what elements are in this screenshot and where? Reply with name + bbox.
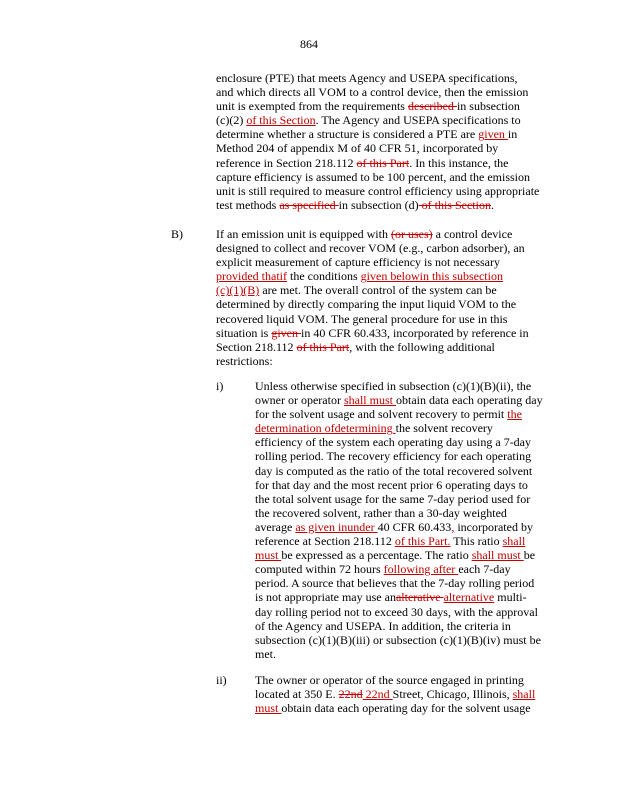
text-line <box>216 184 546 198</box>
text-line <box>255 407 545 421</box>
text-run: average <box>255 519 296 534</box>
text-run: the recovered solvent, rather than a 30-day weighted <box>255 505 507 520</box>
inserted-text: must <box>255 701 282 716</box>
text-line <box>255 506 545 520</box>
inserted-text: provided thatif <box>216 269 287 284</box>
text-run: Section 218.112 <box>216 339 297 354</box>
text-run: in 40 CFR 60.433, incorporated by reference in <box>301 325 529 340</box>
inserted-text: given belowin this subsection <box>360 269 503 284</box>
text-line <box>216 156 546 170</box>
text-line <box>255 421 545 435</box>
text-run: reference in Section 218.112 <box>216 155 357 170</box>
text-line <box>216 269 551 283</box>
text-run: situation is <box>216 325 272 340</box>
text-run: be expressed as a percentage. The ratio <box>281 548 472 563</box>
text-line <box>216 113 546 127</box>
text-run: a control device <box>432 227 513 241</box>
text-line <box>216 241 551 255</box>
text-run: determine whether a structure is considered a PTE are <box>216 127 479 142</box>
inserted-text: of this Part. <box>394 534 451 549</box>
text-line <box>255 393 545 407</box>
deleted-text: of this Part <box>296 339 350 354</box>
text-run: unit is exempted from the requirements <box>216 99 408 114</box>
paragraph-item-ii <box>255 673 545 715</box>
text-line <box>216 340 551 354</box>
text-run: for that day and the most recent prior 6 operating days to <box>255 477 528 492</box>
text-line <box>255 562 545 576</box>
text-line <box>255 478 545 492</box>
text-run: rolling period. The recovery efficiency for each operating <box>255 449 532 464</box>
paragraph-item-i <box>255 379 545 661</box>
inserted-text: (c)(1)(B) <box>216 283 260 298</box>
inserted-text: shall <box>512 687 536 702</box>
text-run: met. <box>255 646 276 661</box>
deleted-text: of this Section <box>418 197 491 212</box>
text-line <box>216 312 551 326</box>
text-run: is not appropriate may use an <box>255 590 396 605</box>
text-run: each 7-day <box>458 562 511 577</box>
text-line <box>216 71 546 85</box>
text-line <box>216 170 546 184</box>
text-line <box>216 99 546 113</box>
text-run: (c)(2) <box>216 113 247 128</box>
inserted-text: shall <box>502 534 526 549</box>
text-run: of the Agency and USEPA. In addition, the criteria in <box>255 618 511 633</box>
inserted-text: determination ofdetermining <box>255 421 396 436</box>
text-run: day is computed as the ratio of the total recovered solvent <box>255 463 533 478</box>
page-number: 864 <box>300 37 318 51</box>
item-label-ii: ii) <box>216 673 227 687</box>
text-run: be <box>523 548 536 563</box>
deleted-text: given <box>271 325 302 340</box>
text-line <box>255 619 545 633</box>
text-run: capture efficiency is assumed to be 100 percent, and the emission <box>216 169 531 184</box>
deleted-text: of this Part <box>356 155 410 170</box>
text-run: Unless otherwise specified in subsection (c)(1)(B)(ii), the <box>255 379 532 393</box>
text-run: in subsection (d) <box>338 197 419 212</box>
text-line <box>255 520 545 534</box>
text-line <box>216 255 551 269</box>
text-line <box>255 633 545 647</box>
text-line <box>216 85 546 99</box>
text-line <box>216 283 551 297</box>
text-run: obtain data each operating day for the solvent usage <box>281 701 531 716</box>
inserted-text: 22nd <box>362 687 393 702</box>
text-line <box>255 379 545 393</box>
text-line <box>255 605 545 619</box>
inserted-text: , <box>451 519 455 534</box>
text-run: . The Agency and USEPA specifications to <box>315 113 521 128</box>
text-line <box>255 701 545 715</box>
item-label-i: i) <box>216 379 224 393</box>
text-line <box>216 354 551 368</box>
text-run: This ratio <box>450 534 503 549</box>
text-run: . In this instance, the <box>409 155 509 170</box>
text-run: located at 350 E. <box>255 687 339 702</box>
text-run: Street, Chicago, Illinois, <box>392 687 513 702</box>
text-line <box>216 198 546 212</box>
text-run: . <box>490 197 494 212</box>
text-run: subsection (c)(1)(B)(iii) or subsection (c)(1)(B)(iv) must be <box>255 632 541 647</box>
text-run: the solvent recovery <box>395 421 493 436</box>
text-line <box>255 548 545 562</box>
deleted-text: (or uses) <box>390 227 433 241</box>
inserted-text: as given inunder <box>295 519 378 534</box>
text-run: enclosure (PTE) that meets Agency and USEPA specifications, <box>216 71 518 85</box>
text-run: determined by directly comparing the input liquid VOM to the <box>216 297 517 312</box>
text-run: obtain data each operating day <box>395 393 543 408</box>
inserted-text: of this Section <box>246 113 316 128</box>
text-line <box>255 534 545 548</box>
text-run: the conditions <box>286 269 361 284</box>
text-run: incorporated by <box>454 519 533 534</box>
text-run: test methods <box>216 197 280 212</box>
text-run: in subsection <box>456 99 520 114</box>
inserted-text: must <box>255 548 282 563</box>
text-run: day rolling period not to exceed 30 days, with the approval <box>255 604 538 619</box>
text-run: owner or operator <box>255 393 344 408</box>
text-run: unit is still required to measure control efficiency using appropriate <box>216 183 540 198</box>
deleted-text: as specified <box>279 197 339 212</box>
text-run: in <box>507 127 518 142</box>
text-run: efficiency of the system each operating day using a 7-day <box>255 435 532 450</box>
text-line <box>255 647 545 661</box>
text-line <box>216 127 546 141</box>
text-run: and which directs all VOM to a control device, then the emission <box>216 85 529 100</box>
text-line <box>255 449 545 463</box>
inserted-text: following after <box>383 562 459 577</box>
text-run: , with the following additional <box>349 339 495 354</box>
text-line <box>216 326 551 340</box>
inserted-text: shall must <box>471 548 524 563</box>
paragraph-item-b <box>216 227 551 368</box>
text-line <box>255 464 545 478</box>
text-run: Method 204 of appendix M of 40 CFR 51, incorporated by <box>216 141 499 156</box>
deleted-text: alterative <box>395 590 444 605</box>
paragraph-pte <box>216 71 546 212</box>
text-run: the total solvent usage for the same 7-day period used for <box>255 491 531 506</box>
inserted-text: alternative <box>443 590 495 605</box>
inserted-text: shall must <box>343 393 396 408</box>
inserted-text: the <box>507 407 522 422</box>
text-run: If an emission unit is equipped with <box>216 227 391 241</box>
text-run: multi- <box>494 590 527 605</box>
deleted-text: described <box>407 99 457 114</box>
text-run: 40 CFR 60.433 <box>377 519 452 534</box>
text-line <box>255 590 545 604</box>
text-line <box>216 297 551 311</box>
text-run: for the solvent usage and solvent recovery to permit <box>255 407 508 422</box>
text-line <box>216 141 546 155</box>
text-line <box>216 227 551 241</box>
text-line <box>255 576 545 590</box>
text-run: designed to collect and recover VOM (e.g., carbon adsorber), an <box>216 241 525 256</box>
text-run: reference at Section 218.112 <box>255 534 395 549</box>
text-line <box>255 673 545 687</box>
text-line <box>255 492 545 506</box>
text-run: The owner or operator of the source engaged in printing <box>255 673 524 687</box>
text-line <box>255 687 545 701</box>
deleted-text: 22nd <box>338 687 363 702</box>
text-run: period. A source that believes that the 7-day rolling period <box>255 576 535 591</box>
text-run: restrictions: <box>216 353 273 368</box>
text-run: explicit measurement of capture efficiency is not necessary <box>216 255 500 270</box>
item-label-b: B) <box>171 227 183 241</box>
text-run: are met. The overall control of the system can be <box>259 283 497 298</box>
inserted-text: given <box>478 127 508 142</box>
text-run: computed within 72 hours <box>255 562 384 577</box>
text-line <box>255 435 545 449</box>
text-run: recovered liquid VOM. The general procedure for use in this <box>216 311 508 326</box>
